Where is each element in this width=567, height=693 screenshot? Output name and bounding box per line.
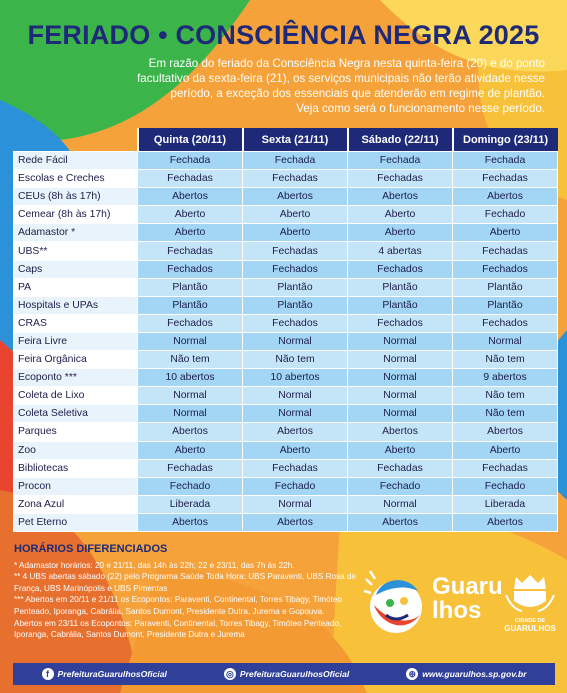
- footer-instagram[interactable]: [224, 668, 349, 680]
- table-row: [14, 369, 558, 387]
- status-cell: Normal: [243, 387, 348, 405]
- status-cell: 10 abertos: [243, 369, 348, 387]
- service-name: Ecoponto ***: [14, 369, 138, 387]
- status-cell: Normal: [348, 369, 453, 387]
- status-cell: Não tem: [453, 351, 558, 369]
- table-row: [14, 152, 558, 170]
- status-cell: Fechada: [348, 152, 453, 170]
- status-cell: Fechados: [453, 260, 558, 278]
- status-cell: Fechado: [453, 206, 558, 224]
- facebook-handle: PrefeituraGuarulhosOficial: [57, 669, 167, 679]
- service-name: Coleta Seletiva: [14, 405, 138, 423]
- status-cell: 10 abertos: [138, 369, 243, 387]
- status-cell: Abertos: [243, 423, 348, 441]
- status-cell: Aberto: [138, 441, 243, 459]
- status-cell: Aberto: [243, 441, 348, 459]
- status-cell: 4 abertas: [348, 242, 453, 260]
- status-cell: Plantão: [348, 278, 453, 296]
- status-cell: Aberto: [453, 441, 558, 459]
- status-cell: Normal: [243, 332, 348, 350]
- status-cell: Abertos: [243, 513, 348, 531]
- status-cell: Fechadas: [453, 459, 558, 477]
- table-body: [14, 152, 558, 532]
- brand-name: [432, 575, 503, 623]
- status-cell: Não tem: [453, 405, 558, 423]
- crest-icon: [502, 571, 558, 613]
- status-cell: Abertos: [453, 513, 558, 531]
- service-name: Caps: [14, 260, 138, 278]
- note-line: ** 4 UBS abertas sábado (22) pelo Programa Saúde Toda Hora: UBS Paraventi, UBS Rosa de França, UBS Marinópolis e UBS Pimentas: [14, 572, 357, 593]
- table-row: [14, 260, 558, 278]
- status-cell: Aberto: [138, 206, 243, 224]
- status-cell: Fechadas: [453, 242, 558, 260]
- status-cell: Abertos: [453, 423, 558, 441]
- status-cell: Abertos: [348, 423, 453, 441]
- note-line: Abertos em 23/11 os Ecopontos: Paraventi, Continental, Torres Tibagy, Timóteo Penteado, Iporanga, Cabrália, Santos Dumont, Presidente Dutra e Jurema: [14, 618, 342, 640]
- service-name: CEUs (8h às 17h): [14, 188, 138, 206]
- globe-icon: ⊕: [406, 668, 418, 680]
- service-name: Adamastor *: [14, 224, 138, 242]
- status-cell: Fechadas: [348, 170, 453, 188]
- status-cell: Fechados: [138, 260, 243, 278]
- status-cell: Abertos: [453, 188, 558, 206]
- table-row: [14, 423, 558, 441]
- status-cell: Fechado: [453, 477, 558, 495]
- brand-line: lhos: [432, 597, 482, 624]
- status-cell: Plantão: [243, 296, 348, 314]
- table-row: [14, 387, 558, 405]
- note-line: * Adamastor horários: 20 e 21/11, das 14h às 22h; 22 e 23/11, das 7h às 22h.: [14, 560, 295, 570]
- table-row: [14, 332, 558, 350]
- page-title: FERIADO • CONSCIÊNCIA NEGRA 2025: [27, 20, 540, 50]
- service-name: Zona Azul: [14, 495, 138, 513]
- status-cell: Aberto: [348, 224, 453, 242]
- status-cell: Fechados: [348, 314, 453, 332]
- status-cell: Fechado: [138, 477, 243, 495]
- status-cell: Não tem: [453, 387, 558, 405]
- status-cell: Abertos: [138, 188, 243, 206]
- service-name: Cemear (8h às 17h): [14, 206, 138, 224]
- service-name: Pet Eterno: [14, 513, 138, 531]
- status-cell: Fechadas: [138, 459, 243, 477]
- service-name: PA: [14, 278, 138, 296]
- table-row: [14, 278, 558, 296]
- table-row: [14, 314, 558, 332]
- notes-section: [14, 544, 359, 641]
- intro-line: Em razão do feriado da Consciência Negra nesta quinta-feira (20) e do ponto: [148, 57, 545, 70]
- service-name: Rede Fácil: [14, 152, 138, 170]
- status-cell: Normal: [348, 351, 453, 369]
- status-cell: Fechadas: [138, 170, 243, 188]
- status-cell: Plantão: [243, 278, 348, 296]
- table-row: [14, 242, 558, 260]
- status-cell: Fechados: [243, 314, 348, 332]
- status-cell: Fechada: [138, 152, 243, 170]
- column-header: Sexta (21/11): [243, 128, 348, 152]
- service-name: Feira Orgânica: [14, 351, 138, 369]
- table-row: [14, 405, 558, 423]
- status-cell: Fechado: [348, 477, 453, 495]
- status-cell: Fechadas: [453, 170, 558, 188]
- table-row: [14, 188, 558, 206]
- notes-title: HORÁRIOS DIFERENCIADOS: [14, 543, 168, 555]
- status-cell: Fechados: [348, 260, 453, 278]
- table-row: [14, 296, 558, 314]
- table-row: [14, 206, 558, 224]
- status-cell: Aberto: [348, 441, 453, 459]
- status-cell: Normal: [348, 387, 453, 405]
- status-cell: Fechada: [453, 152, 558, 170]
- status-cell: Fechadas: [138, 242, 243, 260]
- table-header-row: [14, 128, 558, 152]
- status-cell: Normal: [243, 495, 348, 513]
- service-name: Feira Livre: [14, 332, 138, 350]
- status-cell: Aberto: [453, 224, 558, 242]
- status-cell: Liberada: [138, 495, 243, 513]
- schedule-table: [13, 128, 558, 532]
- status-cell: Normal: [348, 405, 453, 423]
- status-cell: Plantão: [138, 278, 243, 296]
- city-label-small: CIDADE DE: [514, 618, 546, 624]
- status-cell: Plantão: [138, 296, 243, 314]
- table-row: [14, 224, 558, 242]
- logo-area: [364, 565, 559, 645]
- status-cell: Normal: [138, 332, 243, 350]
- status-cell: Não tem: [243, 351, 348, 369]
- service-name: UBS**: [14, 242, 138, 260]
- city-crest: [502, 571, 558, 635]
- status-cell: Abertos: [348, 188, 453, 206]
- status-cell: Fechadas: [243, 242, 348, 260]
- table-row: [14, 513, 558, 531]
- status-cell: Fechados: [453, 314, 558, 332]
- website-url: www.guarulhos.sp.gov.br: [422, 669, 527, 679]
- status-cell: Fechado: [243, 477, 348, 495]
- status-cell: 9 abertos: [453, 369, 558, 387]
- header-spacer: [14, 128, 138, 152]
- service-name: CRAS: [14, 314, 138, 332]
- table-row: [14, 477, 558, 495]
- status-cell: Fechadas: [348, 459, 453, 477]
- status-cell: Abertos: [243, 188, 348, 206]
- footer-facebook[interactable]: [42, 668, 167, 680]
- status-cell: Normal: [138, 405, 243, 423]
- status-cell: Abertos: [138, 423, 243, 441]
- status-cell: Aberto: [243, 206, 348, 224]
- intro-line: Veja como será o funcionamento nesse período.: [296, 102, 545, 115]
- service-name: Bibliotecas: [14, 459, 138, 477]
- schedule-table-wrap: [13, 128, 557, 532]
- status-cell: Aberto: [138, 224, 243, 242]
- status-cell: Fechada: [243, 152, 348, 170]
- status-cell: Aberto: [243, 224, 348, 242]
- status-cell: Plantão: [453, 278, 558, 296]
- status-cell: Normal: [243, 405, 348, 423]
- table-row: [14, 495, 558, 513]
- table-row: [14, 459, 558, 477]
- note-line: *** Abertos em 20/11 e 21/11 os Ecopontos: Paraventi, Continental, Torres Tibagy, Timóteo Penteado, Iporanga, Cabrália, Santos Dumont, Presidente Dutra, Jurema e Gopouva.: [14, 595, 342, 616]
- status-cell: Abertos: [348, 513, 453, 531]
- service-name: Hospitals e UPAs: [14, 296, 138, 314]
- table-row: [14, 441, 558, 459]
- status-cell: Fechadas: [243, 459, 348, 477]
- status-cell: Aberto: [348, 206, 453, 224]
- column-header: Domingo (23/11): [453, 128, 558, 152]
- instagram-icon: ◎: [224, 668, 236, 680]
- column-header: Sábado (22/11): [348, 128, 453, 152]
- city-label: GUARULHOS: [504, 624, 556, 633]
- service-name: Coleta de Lixo: [14, 387, 138, 405]
- status-cell: Plantão: [453, 296, 558, 314]
- facebook-icon: f: [42, 668, 54, 680]
- footer-website[interactable]: [406, 668, 526, 680]
- intro-line: período, a exceção dos essenciais que atenderão em regime de plantão.: [170, 87, 545, 100]
- column-header: Quinta (20/11): [138, 128, 243, 152]
- table-row: [14, 170, 558, 188]
- status-cell: Fechados: [243, 260, 348, 278]
- status-cell: Normal: [348, 495, 453, 513]
- status-cell: Abertos: [138, 513, 243, 531]
- table-row: [14, 351, 558, 369]
- service-name: Escolas e Creches: [14, 170, 138, 188]
- brand-line: Guaru: [432, 573, 503, 600]
- footer-bar: [13, 663, 555, 685]
- status-cell: Normal: [348, 332, 453, 350]
- status-cell: Plantão: [348, 296, 453, 314]
- service-name: Procon: [14, 477, 138, 495]
- service-name: Parques: [14, 423, 138, 441]
- instagram-handle: PrefeituraGuarulhosOficial: [239, 669, 350, 679]
- intro-line: facultativo da sexta-feira (21), os serviços municipais não terão atividade nesse: [137, 72, 545, 85]
- status-cell: Normal: [138, 387, 243, 405]
- status-cell: Fechados: [138, 314, 243, 332]
- status-cell: Normal: [453, 332, 558, 350]
- service-name: Zoo: [14, 441, 138, 459]
- status-cell: Não tem: [138, 351, 243, 369]
- status-cell: Fechadas: [243, 170, 348, 188]
- status-cell: Liberada: [453, 495, 558, 513]
- intro-text: [95, 56, 545, 116]
